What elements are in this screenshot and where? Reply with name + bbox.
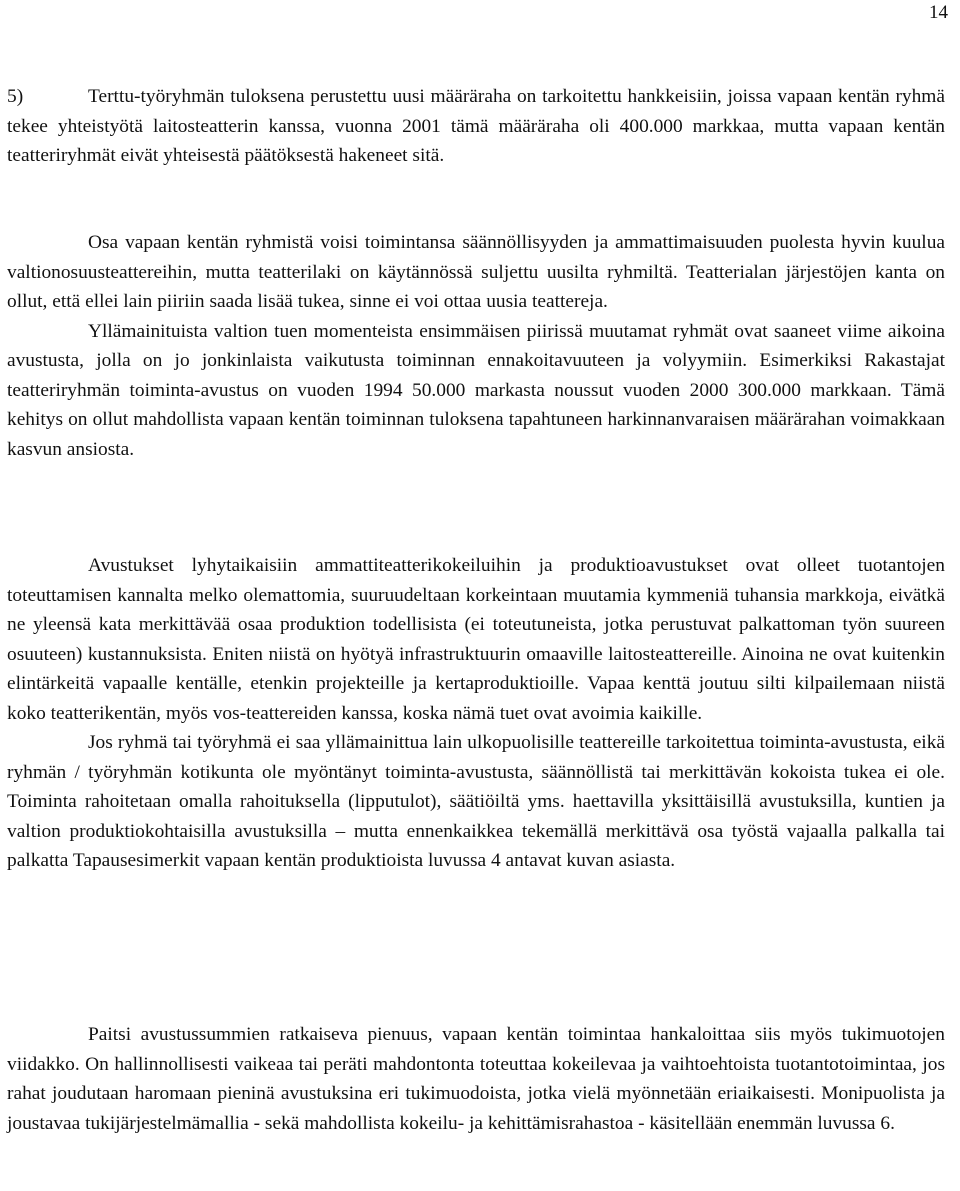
paragraph: Paitsi avustussummien ratkaiseva pienuus, vapaan kentän toimintaa hankaloittaa siis myös tukimuotojen viidakko. On hallinnollisesti vaikeaa tai peräti mahdontonta toteuttaa kokeilevaa ja vaihtoehtoista tuotantotoimintaa, jos rahat joudutaan haromaan pieninä avustuksina eri tukimuodoista, jotka vielä myönnetään eriaikaisesti. Monipuolista ja joustavaa tukijärjestelmämallia - sekä mahdollista kokeilu- ja kehittämisrahastoa - käsitellään enemmän luvussa 6. <box>7 1024 945 1134</box>
section-tukimuodot <box>7 1020 945 1138</box>
page-number: 14 <box>929 2 948 23</box>
list-item-text: Terttu-työryhmän tuloksena perustettu uusi määräraha on tarkoitettu hankkeisiin, joissa vapaan kentän ryhmä tekee yhteistyötä laitosteatterin kanssa, vuonna 2001 tämä määräraha oli 400.000 markkaa, mutta vapaan kentän teatteriryhmät eivät yhteisestä päätöksestä hakeneet sitä. <box>7 86 945 166</box>
list-item-paragraph <box>7 82 945 171</box>
list-item-5 <box>7 82 945 171</box>
section-avustukset <box>7 551 945 876</box>
section-valtionosuus <box>7 228 945 464</box>
paragraph: Osa vapaan kentän ryhmistä voisi toimintansa säännöllisyyden ja ammattimaisuuden puolesta hyvin kuulua valtionosuusteattereihin, mutta teatterilaki on käytännössä suljettu uusilta ryhmiltä. Teatterialan järjestöjen kanta on ollut, että ellei lain piiriin saada lisää tukea, sinne ei voi ottaa uusia teattereja. <box>7 232 945 312</box>
paragraph: Avustukset lyhytaikaisiin ammattiteatterikokeiluihin ja produktioavustukset ovat olleet tuotantojen toteuttamisen kannalta melko olemattomia, suuruudeltaan korkeintaan muutamia kymmeniä tuhansia markkoja, eivätkä ne yleensä kata merkittävää osaa produktion todellisista (ei toteutuneista, jotka perustuvat palkattoman työn suureen osuuteen) kustannuksista. Eniten niistä on hyötyä infrastruktuurin omaaville laitosteattereille. Ainoina ne ovat kuitenkin elintärkeitä vapaalle kentälle, etenkin projekteille ja kertaproduktioille. Vapaa kenttä joutuu silti kilpailemaan niistä koko teatterikentän, myös vos-teattereiden kanssa, koska nämä tuet ovat avoimia kaikille. <box>7 555 945 724</box>
list-item-marker: 5) <box>7 86 24 107</box>
paragraph: Jos ryhmä tai työryhmä ei saa yllämainittua lain ulkopuolisille teattereille tarkoitettua toiminta-avustusta, eikä ryhmän / työryhmän kotikunta ole myöntänyt toiminta-avustusta, säännöllistä tai merkittävän kokoista tukea ei ole. Toiminta rahoitetaan omalla rahoituksella (lipputulot), säätiöiltä yms. haettavilla yksittäisillä avustuksilla, kuntien ja valtion produktiokohtaisilla avustuksilla – mutta ennenkaikkea tekemällä merkittävä osa työstä vajaalla palkalla tai palkatta Tapausesimerkit vapaan kentän produktioista luvussa 4 antavat kuvan asiasta. <box>7 732 945 871</box>
paragraph: Yllämainituista valtion tuen momenteista ensimmäisen piirissä muutamat ryhmät ovat saaneet viime aikoina avustusta, jolla on jo jonkinlaista vaikutusta toiminnan ennakoitavuuteen ja volyymiin. Esimerkiksi Rakastajat teatteriryhmän toiminta-avustus on vuoden 1994 50.000 markasta noussut vuoden 2000 300.000 markkaan. Tämä kehitys on ollut mahdollista vapaan kentän toiminnan tuloksena tapahtuneen harkinnanvaraisen määrärahan voimakkaan kasvun ansiosta. <box>7 320 945 460</box>
